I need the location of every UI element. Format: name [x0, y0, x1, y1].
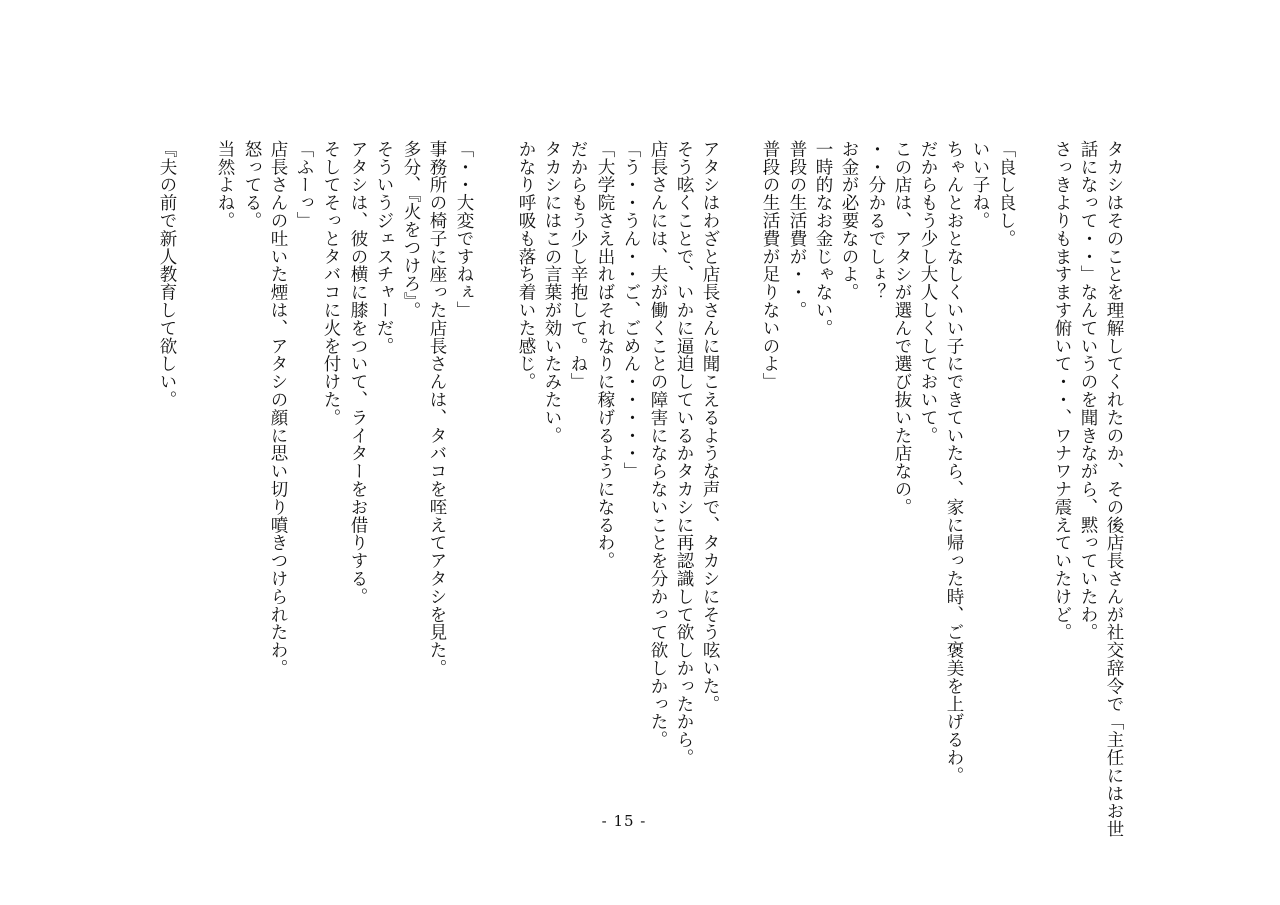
text-line: ちゃんとおとなしくいい子にできていたら、家に帰った時、ご褒美を上げるわ。	[944, 140, 964, 785]
text-line: 多分、『火をつけろ』。	[401, 140, 421, 320]
text-line: さっきよりもますます俯いて・・、ワナワナ震えていたけど。	[1052, 140, 1072, 642]
text-line: 普段の生活費が・・。	[787, 140, 807, 319]
text-line: 「大学院さえ出ればそれなりに稼げるようになるわ。	[595, 140, 615, 570]
text-line: 普段の生活費が足りないのよ」	[760, 140, 780, 391]
text-line: アタシは、彼の横に膝をついて、ライターをお借りする。	[348, 140, 368, 606]
text-line: そう呟くことで、いかに逼迫しているかタカシに再認識して欲しかったから。	[674, 140, 694, 767]
text-line: かなり呼吸も落ち着いた感じ。	[516, 140, 536, 391]
text-line: 店長さんの吐いた煙は、アタシの顔に思い切り噴きつけられたわ。	[268, 140, 288, 677]
text-line: 『夫の前で新人教育して欲しい。	[157, 140, 177, 409]
text-line: タカシはそのことを理解してくれたのか、その後店長さんが社交辞令で「主任にはお世	[1104, 140, 1124, 839]
text-line: 「ふーっ」	[294, 140, 314, 230]
text-line: 一時的なお金じゃない。	[813, 140, 833, 337]
text-line: お金が必要なのよ。	[839, 140, 859, 302]
text-line: アタシはわざと店長さんに聞こえるような声で、タカシにそう呟いた。	[700, 140, 720, 713]
text-line: そしてそっとタバコに火を付けた。	[321, 140, 341, 427]
text-line: 事務所の椅子に座った店長さんは、タバコを咥えてアタシを見た。	[427, 140, 447, 677]
text-line: だからもう少し大人しくしておいて。	[918, 140, 938, 445]
text-line: だからもう少し辛抱して。ね」	[568, 140, 588, 391]
text-line: 「良し良し。	[996, 140, 1016, 248]
text-line: 怒ってる。	[242, 140, 262, 230]
text-line: そういうジェスチャーだ。	[374, 140, 394, 355]
text-line: この店は、アタシが選んで選び抜いた店なの。	[892, 140, 912, 516]
text-line: 店長さんには、夫が働くことの障害にならないことを分かって欲しかった。	[648, 140, 668, 749]
text-line: タカシにはこの言葉が効いたみたい。	[542, 140, 562, 445]
text-line: ・・分かるでしょ？	[866, 140, 886, 302]
text-line: 話になって・・」なんていうのを聞きながら、黙っていたわ。	[1078, 140, 1098, 642]
text-line: 「・・大変ですねぇ」	[454, 140, 474, 319]
page-number: - 15 -	[601, 812, 647, 830]
text-line: 当然よね。	[215, 140, 235, 230]
text-line: 「う・・うん・・ご、ごめん・・・・・」	[621, 140, 641, 481]
text-line: いい子ね。	[970, 140, 990, 230]
